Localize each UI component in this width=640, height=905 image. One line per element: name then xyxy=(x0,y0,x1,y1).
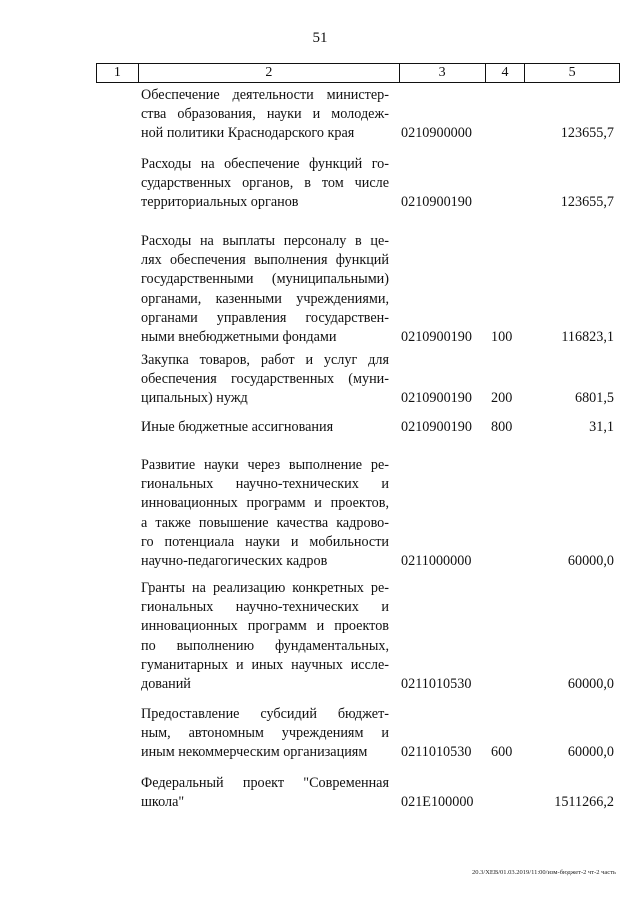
row-name-line: ной политики Краснодарского края xyxy=(141,125,355,142)
row-name-line: научно-педагогических кадров xyxy=(141,553,328,570)
row-amount: 60000,0 xyxy=(567,552,614,569)
row-name-line: гуманитарных и иных научных иссле- xyxy=(141,656,389,673)
row-amount: 1511266,2 xyxy=(554,794,614,811)
row-name-line: территориальных органов xyxy=(141,194,299,211)
row-name-line: Обеспечение деятельности министер- xyxy=(141,87,389,103)
row-name-line: ными внебюджетными фондами xyxy=(141,329,337,346)
row-name-line: гиональных научно-технических и xyxy=(141,476,389,493)
table-row xyxy=(0,418,640,437)
row-name-line: иным некоммерческим организациям xyxy=(141,744,368,761)
table-row xyxy=(0,351,640,409)
row-kind: 600 xyxy=(491,744,513,761)
header-col-5: 5 xyxy=(568,65,576,80)
row-kind: 100 xyxy=(491,328,513,345)
row-code: 0211010530 xyxy=(401,744,472,761)
row-name-line: Развитие науки через выполнение ре- xyxy=(141,457,389,473)
row-name xyxy=(141,579,389,694)
row-name-line: лях обеспечения выполнения функций xyxy=(141,252,389,269)
table-row xyxy=(0,86,640,144)
row-code: 0210900190 xyxy=(401,328,472,345)
row-name-line: Расходы на обеспечение функций го- xyxy=(141,156,389,172)
row-code: 0210900190 xyxy=(401,418,472,435)
table-row xyxy=(0,456,640,571)
row-name-line: органами, казенными учреждениями, xyxy=(141,290,389,307)
header-col-4: 4 xyxy=(486,64,526,82)
row-name-line: по выполнению фундаментальных, xyxy=(141,637,389,654)
footer-note: 20.3/ХЕВ/01.03.2019/11:00/изм-бюджет-2 чт-2 часть xyxy=(472,869,616,876)
row-kind: 200 xyxy=(491,390,513,407)
row-name xyxy=(141,418,389,437)
row-code: 0210900000 xyxy=(401,125,472,142)
row-name-line: Закупка товаров, работ и услуг для xyxy=(141,352,389,368)
row-name-line: Иные бюджетные ассигнования xyxy=(141,419,334,435)
row-code: 0211000000 xyxy=(401,552,472,569)
row-name xyxy=(141,774,389,812)
table-header xyxy=(96,63,620,83)
row-name-line: школа" xyxy=(141,794,185,811)
table-row xyxy=(0,155,640,213)
row-name-line: Расходы на выплаты персоналу в це- xyxy=(141,233,389,249)
row-name xyxy=(141,155,389,213)
row-name-line: ным, автономным учреждениям и xyxy=(141,725,389,742)
row-amount: 116823,1 xyxy=(561,328,614,345)
row-amount: 6801,5 xyxy=(574,390,614,407)
row-name-line: Гранты на реализацию конкретных ре- xyxy=(141,580,389,596)
row-name-line: Предоставление субсидий бюджет- xyxy=(141,706,389,722)
table-row xyxy=(0,232,640,347)
row-name-line: обеспечения государственных (муни- xyxy=(141,371,389,388)
row-amount: 123655,7 xyxy=(560,194,614,211)
row-name xyxy=(141,86,389,144)
row-name xyxy=(141,705,389,763)
row-name-line: а также повышение качества кадрово- xyxy=(141,514,389,531)
page-number: 51 xyxy=(312,30,328,46)
row-name-line: ства образования, науки и молодеж- xyxy=(141,106,389,123)
row-amount: 60000,0 xyxy=(567,675,614,692)
row-name-line: органами управления государствен- xyxy=(141,309,389,326)
table-row xyxy=(0,774,640,812)
header-col-3: 3 xyxy=(400,64,486,82)
row-name-line: инновационных программ и проектов xyxy=(141,618,389,635)
header-col-1: 1 xyxy=(97,64,139,82)
table-row xyxy=(0,579,640,694)
header-col-2: 2 xyxy=(139,64,400,82)
row-name-line: дований xyxy=(141,676,191,693)
table-row xyxy=(0,705,640,763)
row-name xyxy=(141,456,389,571)
row-name-line: гиональных научно-технических и xyxy=(141,599,389,616)
row-name xyxy=(141,351,389,409)
row-code: 0210900190 xyxy=(401,390,472,407)
row-amount: 123655,7 xyxy=(560,125,614,142)
row-kind: 800 xyxy=(491,418,513,435)
row-amount: 60000,0 xyxy=(567,744,614,761)
row-name-line: сударственных органов, в том числе xyxy=(141,175,389,192)
row-code: 0210900190 xyxy=(401,194,472,211)
row-name-line: государственными (муниципальными) xyxy=(141,271,389,288)
row-name-line: го потенциала науки и мобильности xyxy=(141,533,389,550)
row-amount: 31,1 xyxy=(589,418,614,435)
row-code: 0211010530 xyxy=(401,675,472,692)
row-code: 021Е100000 xyxy=(401,794,474,811)
row-name-line: Федеральный проект "Современная xyxy=(141,775,389,791)
row-name xyxy=(141,232,389,347)
row-name-line: ципальных) нужд xyxy=(141,390,248,407)
row-name-line: инновационных программ и проектов, xyxy=(141,495,389,512)
